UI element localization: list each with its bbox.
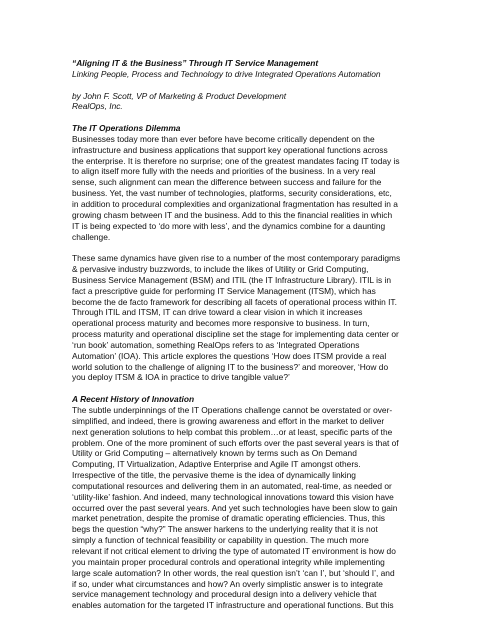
text-line: Computing, IT Virtualization, Adaptive Enterprise and Agile IT amongst others. (72, 459, 361, 470)
paragraph (72, 253, 433, 383)
text-line: process maturity and operational discipline set the stage for implementing data center or (72, 329, 399, 340)
paragraph-spacer (72, 242, 433, 253)
author-line: by John F. Scott, VP of Marketing & Product Development (72, 90, 287, 101)
text-line: infrastructure and business applications that support key operational functions across (72, 144, 388, 155)
text-line: business. Yet, the vast number of technologies, platforms, security considerations, etc, (72, 188, 392, 199)
spacer (72, 80, 433, 91)
text-line: Through ITIL and ITSM, IT can drive toward a clear vision in which it increases (72, 307, 363, 318)
text-line: large scale automation? In other words, the real question isn’t ‘can I’, but ‘should I’, and (72, 567, 395, 578)
section-body (72, 405, 433, 611)
company-line: RealOps, Inc. (72, 101, 123, 112)
section-body (72, 134, 433, 383)
text-line: These same dynamics have given rise to a number of the most contemporary paradigms (72, 253, 401, 264)
paragraph (72, 405, 433, 611)
text-line: sense, such alignment can mean the difference between success and failure for the (72, 177, 382, 188)
text-line: the enterprise. It is therefore no surprise; one of the greatest mandates facing IT today is (72, 155, 400, 166)
spacer (72, 112, 433, 123)
text-line: simply a function of technical feasibility or capability in question. The much more (72, 535, 369, 546)
document-subtitle: Linking People, Process and Technology to drive Integrated Operations Automation (72, 68, 381, 79)
text-line: ‘run book’ automation, something RealOps refers to as ‘Integrated Operations (72, 339, 360, 350)
text-line: enables automation for the targeted IT infrastructure and operational functions. But this (72, 600, 394, 611)
text-line: in addition to procedural complexities and organizational fragmentation has resulted in a (72, 198, 398, 209)
text-line: IT is being expected to ‘do more with less’, and the dynamics combine for a daunting (72, 220, 386, 231)
document-title: “Aligning IT & the Business” Through IT Service Management (72, 58, 319, 68)
text-line: to align itself more fully with the needs and priorities of the business. In a very real (72, 166, 376, 177)
text-line: challenge. (72, 231, 111, 242)
text-line: fact a prescriptive guide for performing IT Service Management (ITSM), which has (72, 285, 376, 296)
section-heading: A Recent History of Innovation (72, 394, 195, 405)
text-line: Utility or Grid Computing – alternatively known by terms such as On Demand (72, 448, 357, 459)
text-line: occurred over the past several years. And yet such technologies have been slow to gain (72, 502, 398, 513)
text-line: operational process maturity and becomes more responsive to business. In turn, (72, 318, 370, 329)
text-line: problem. One of the more prominent of such efforts over the past several years is that of (72, 437, 399, 448)
text-line: relevant if not critical element to driving the type of automated IT environment is how do (72, 545, 396, 556)
text-line: The subtle underpinnings of the IT Operations challenge cannot be overstated or over- (72, 405, 393, 415)
text-line: & pervasive industry buzzwords, to include the likes of Utility or Grid Computing, (72, 264, 369, 275)
text-line: Business Service Management (BSM) and ITIL (the IT Infrastructure Library). ITIL is in (72, 274, 391, 285)
text-line: become the de facto framework for describing all facets of operational process within IT. (72, 296, 397, 307)
text-line: you maintain proper procedural controls and operational integrity while implementing (72, 556, 385, 567)
spacer (72, 383, 433, 394)
text-line: service management technology and procedural design into a delivery vehicle that (72, 589, 377, 600)
section-heading: The IT Operations Dilemma (72, 123, 181, 134)
text-line: growing chasm between IT and the business. Add to this the financial realities in which (72, 209, 393, 220)
text-line: world solution to the challenge of aligning IT to the business?’ and moreover, ‘How do (72, 361, 389, 372)
paragraph (72, 134, 433, 242)
text-line: Irrespective of the title, the pervasive theme is the idea of dynamically linking (72, 470, 356, 481)
text-line: ‘utility-like’ fashion. And indeed, many technological innovations toward this vision have (72, 491, 394, 502)
text-line: Businesses today more than ever before have become critically dependent on the (72, 133, 375, 144)
text-line: if so, under what circumstances and how? An overly simplistic answer is to integrate (72, 578, 383, 589)
text-line: next generation solutions to help combat this problem…or at least, specific parts of the (72, 426, 393, 437)
text-line: market penetration, despite the promise of dramatic operating efficiencies. Thus, this (72, 513, 385, 524)
text-line: computational resources and delivering them in an automated, real-time, as needed or (72, 480, 392, 491)
text-line: simplified, and indeed, there is growing awareness and effort in the market to deliver (72, 415, 385, 426)
text-line: Automation’ (IOA). This article explores the questions ‘How does ITSM provide a real (72, 350, 387, 361)
text-line: begs the question “why?” The answer harkens to the underlying reality that it is not (72, 524, 378, 535)
text-line: you deploy ITSM & IOA in practice to drive tangible value?’ (72, 372, 290, 383)
